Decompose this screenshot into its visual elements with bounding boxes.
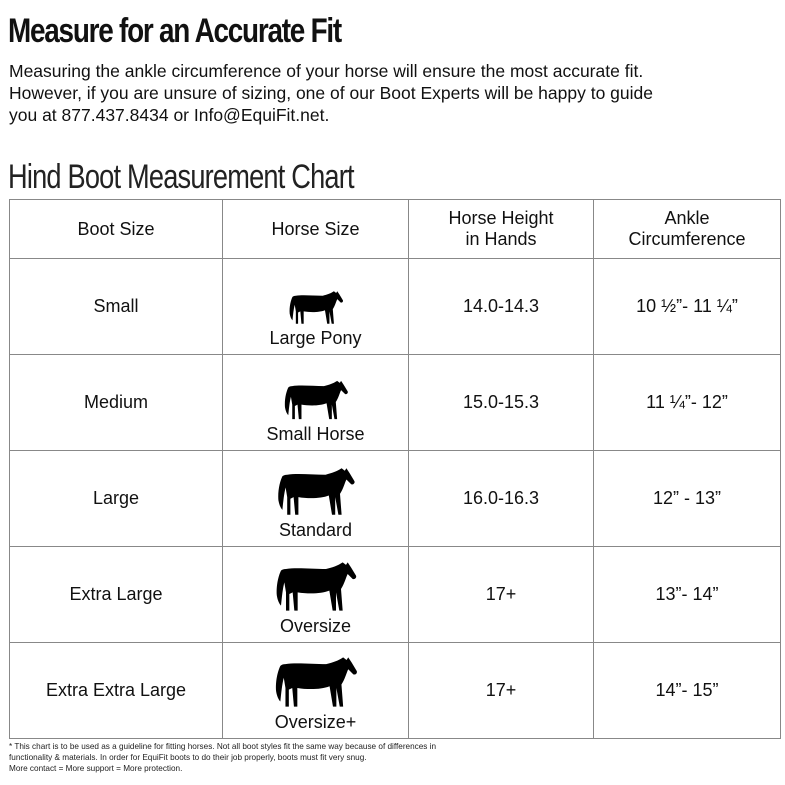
- page-title: Measure for an Accurate Fit: [8, 12, 341, 50]
- horse-size-label: Oversize: [279, 616, 351, 636]
- cell-ankle-circumference: 10 ½”- 11 ¼”: [594, 259, 781, 355]
- header-horse-height: [409, 200, 594, 259]
- cell-horse-size: [223, 451, 409, 547]
- cell-boot-size: Small: [10, 259, 223, 355]
- table-row: [10, 259, 781, 355]
- intro-text: Measuring the ankle circumference of your horse will ensure the most accurate fit. However, if you are unsure of sizing, one of our Boot Experts will be happy to guide you at 877.437.8434 or Info@EquiFit.net.: [9, 61, 653, 125]
- table-row: [10, 355, 781, 451]
- cell-horse-size: [223, 259, 409, 355]
- header-ankle-circumference: [594, 200, 781, 259]
- cell-ankle-circumference: 13”- 14”: [594, 547, 781, 643]
- cell-ankle-circumference: 14”- 15”: [594, 643, 781, 739]
- cell-boot-size: Extra Large: [10, 547, 223, 643]
- cell-boot-size: Extra Extra Large: [10, 643, 223, 739]
- cell-horse-height: 17+: [409, 643, 594, 739]
- header-horse-height-line2: in Hands: [465, 229, 537, 249]
- cell-horse-height: 14.0-14.3: [409, 259, 594, 355]
- cell-ankle-circumference: 12” - 13”: [594, 451, 781, 547]
- header-ankle-line2: Circumference: [628, 229, 746, 249]
- footnote-line-3: More contact = More support = More protection.: [9, 764, 183, 773]
- horse-icon: [288, 289, 344, 326]
- header-horse-size: Horse Size: [223, 200, 409, 259]
- footnote-line-2: functionality & materials. In order for EquiFit boots to do their job properly, boots must fit very snug.: [9, 753, 367, 762]
- footnote-line-1: * This chart is to be used as a guideline for fitting horses. Not all boot styles fit the same way because of differences in: [9, 742, 437, 751]
- cell-horse-size: [223, 643, 409, 739]
- cell-boot-size: Medium: [10, 355, 223, 451]
- horse-icon: [283, 378, 349, 422]
- chart-title: Hind Boot Measurement Chart: [8, 158, 354, 196]
- cell-horse-height: 17+: [409, 547, 594, 643]
- table-header-row: [10, 200, 781, 259]
- header-horse-height-line1: Horse Height: [448, 208, 554, 228]
- cell-horse-height: 15.0-15.3: [409, 355, 594, 451]
- table-row: [10, 451, 781, 547]
- cell-boot-size: Large: [10, 451, 223, 547]
- cell-horse-size: [223, 355, 409, 451]
- cell-horse-size: [223, 547, 409, 643]
- table-row: [10, 643, 781, 739]
- cell-ankle-circumference: 11 ¼”- 12”: [594, 355, 781, 451]
- horse-size-label: Small Horse: [266, 424, 365, 444]
- header-boot-size: Boot Size: [10, 200, 223, 259]
- header-ankle-line1: Ankle: [664, 208, 710, 228]
- horse-size-label: Standard: [278, 520, 353, 540]
- cell-horse-height: 16.0-16.3: [409, 451, 594, 547]
- table-row: [10, 547, 781, 643]
- horse-icon: [267, 654, 365, 710]
- horse-size-label: Oversize+: [274, 712, 357, 732]
- horse-icon: [272, 559, 360, 614]
- footnote: [9, 741, 779, 774]
- horse-icon: [276, 465, 356, 518]
- horse-size-label: Large Pony: [269, 328, 362, 348]
- hind-boot-measurement-table: [9, 199, 781, 739]
